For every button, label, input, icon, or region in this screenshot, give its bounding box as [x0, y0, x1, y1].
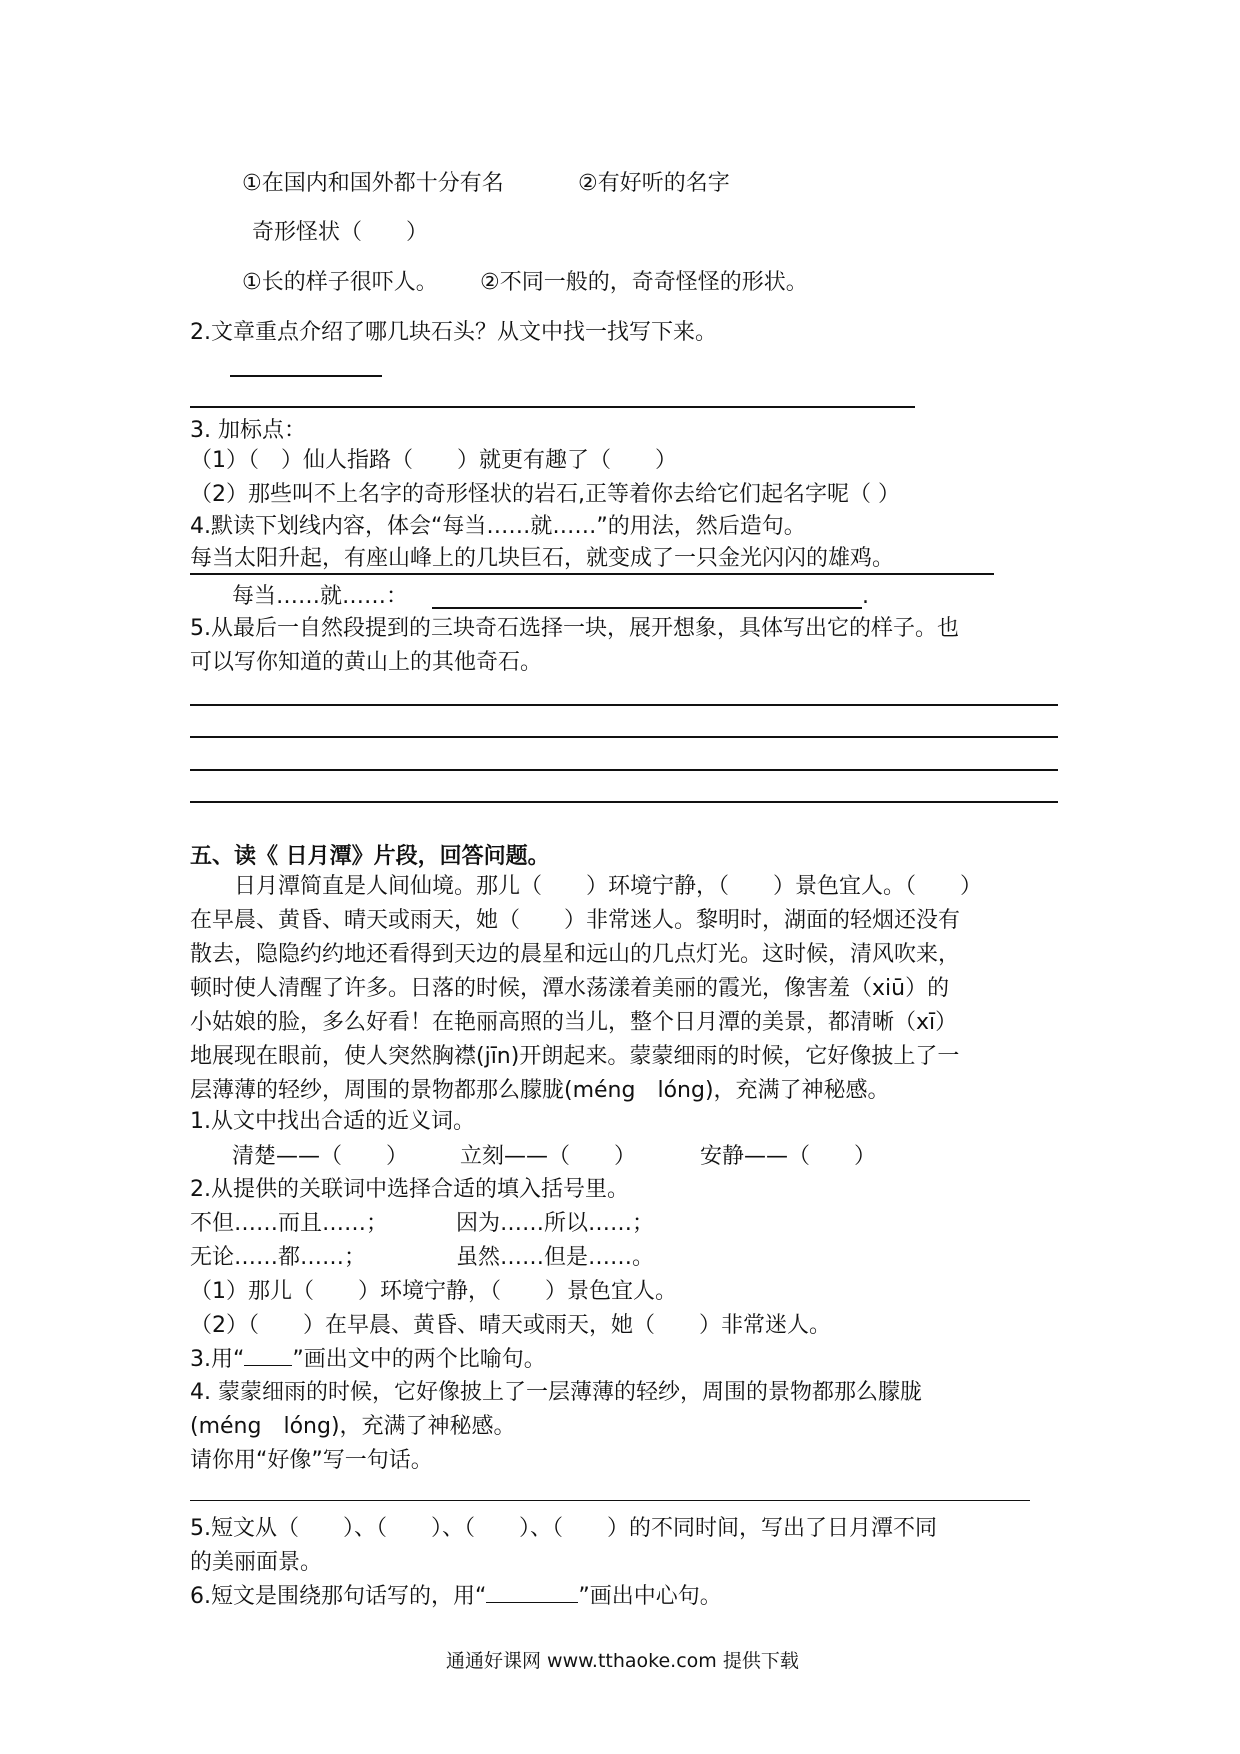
option-famous: ①在国内和国外都十分有名: [242, 171, 504, 196]
passage-line: 地展现在眼前，使人突然胸襟(jīn)开朗起来。蒙蒙细雨的时候，它好像披上了一: [190, 1044, 960, 1069]
answer-line[interactable]: [190, 1500, 1030, 1501]
footer-text: 通通好课网 www.tthaoke.com 提供下载: [446, 1650, 799, 1672]
period-mark: .: [862, 584, 869, 609]
s5-question-3: 3.用“ ”画出文中的两个比喻句。: [190, 1347, 546, 1372]
passage-line: 在早晨、黄昏、晴天或雨天，她（ ）非常迷人。黎明时，湖面的轻烟还没有: [190, 908, 961, 933]
passage-line: 散去，隐隐约约地还看得到天边的晨星和远山的几点灯光。这时候，清风吹来，: [190, 942, 961, 967]
sentence-prompt: 每当……就……：: [232, 584, 409, 609]
option-strange: ②不同一般的，奇奇怪怪的形状。: [480, 270, 808, 295]
conjunction-option: 无论……都……；: [190, 1245, 367, 1270]
s5-question-5-line1: 5.短文从（ ）、（ ）、（ ）、（ ）的不同时间，写出了日月潭不同: [190, 1516, 937, 1541]
conjunction-option: 不但……而且……；: [190, 1211, 389, 1236]
question-2: 2.文章重点介绍了哪几块石头？从文中找一找写下来。: [190, 320, 717, 345]
s5-question-1-title: 1.从文中找出合适的近义词。: [190, 1109, 475, 1134]
synonym-immediately: 立刻——（ ）: [460, 1144, 637, 1169]
question-5-line1: 5.从最后一自然段提到的三块奇石选择一块，展开想象，具体写出它的样子。也: [190, 616, 959, 641]
answer-line[interactable]: [230, 375, 382, 377]
answer-line[interactable]: [190, 736, 1058, 738]
s5-question-4-line1: 4. 蒙蒙细雨的时候，它好像披上了一层薄薄的轻纱，周围的景物都那么朦胧: [190, 1380, 922, 1405]
s5-question-4-line2: (méng lóng)，充满了神秘感。: [190, 1414, 516, 1439]
vocab-word: 奇形怪状（ ）: [252, 220, 429, 245]
conjunction-sentence-1: （1）那儿（ ）环境宁静，（ ）景色宜人。: [190, 1279, 677, 1304]
conjunction-option: 虽然……但是……。: [456, 1245, 655, 1270]
s5-question-2-title: 2.从提供的关联词中选择合适的填入括号里。: [190, 1177, 629, 1202]
underline-sample: [244, 1365, 292, 1366]
sentence-underline: [190, 573, 994, 575]
passage-line: 小姑娘的脸，多么好看！在艳丽高照的当儿，整个日月潭的美景，都清晰（xī）: [190, 1010, 958, 1035]
s5-question-5-line2: 的美丽面景。: [190, 1550, 323, 1575]
answer-line[interactable]: [190, 704, 1058, 706]
conjunction-option: 因为……所以……；: [456, 1211, 655, 1236]
punctuation-sentence-2: （2）那些叫不上名字的奇形怪状的岩石,正等着你去给它们起名字呢（ ）: [190, 482, 900, 507]
answer-line[interactable]: [190, 769, 1058, 771]
conjunction-sentence-2: （2）（ ）在早晨、黄昏、晴天或雨天，她（ ）非常迷人。: [190, 1313, 831, 1338]
synonym-clear: 清楚——（ ）: [232, 1144, 409, 1169]
underlined-sentence: 每当太阳升起，有座山峰上的几块巨石，就变成了一只金光闪闪的雄鸡。: [190, 546, 895, 571]
underline-sample: [486, 1602, 578, 1603]
s5-question-4-line3: 请你用“好像”写一句话。: [190, 1448, 433, 1473]
answer-line[interactable]: [190, 801, 1058, 803]
question-4-title: 4.默读下划线内容，体会“每当……就……”的用法，然后造句。: [190, 514, 806, 539]
passage-line: 层薄薄的轻纱，周围的景物都那么朦胧(méng lóng)，充满了神秘感。: [190, 1078, 890, 1103]
answer-line[interactable]: [190, 406, 915, 408]
question-3-title: 3. 加标点：: [190, 418, 306, 443]
passage-line: 日月潭简直是人间仙境。那儿（ ）环境宁静，（ ）景色宜人。（ ）: [190, 874, 983, 899]
synonym-quiet: 安静——（ ）: [700, 1144, 877, 1169]
passage-line: 顿时使人清醒了许多。日落的时候，潭水荡漾着美丽的霞光，像害羞（xiū）的: [190, 976, 950, 1001]
option-scary: ①长的样子很吓人。: [242, 270, 438, 295]
s5-question-6: 6.短文是围绕那句话写的，用“ ”画出中心句。: [190, 1584, 722, 1609]
answer-line[interactable]: [432, 607, 862, 609]
question-5-line2: 可以写你知道的黄山上的其他奇石。: [190, 650, 543, 675]
punctuation-sentence-1: （1）（ ）仙人指路（ ）就更有趣了（ ）: [190, 448, 677, 473]
option-nice-name: ②有好听的名字: [578, 171, 730, 196]
section-title: 五、读《 日月潭》片段，回答问题。: [190, 844, 550, 869]
